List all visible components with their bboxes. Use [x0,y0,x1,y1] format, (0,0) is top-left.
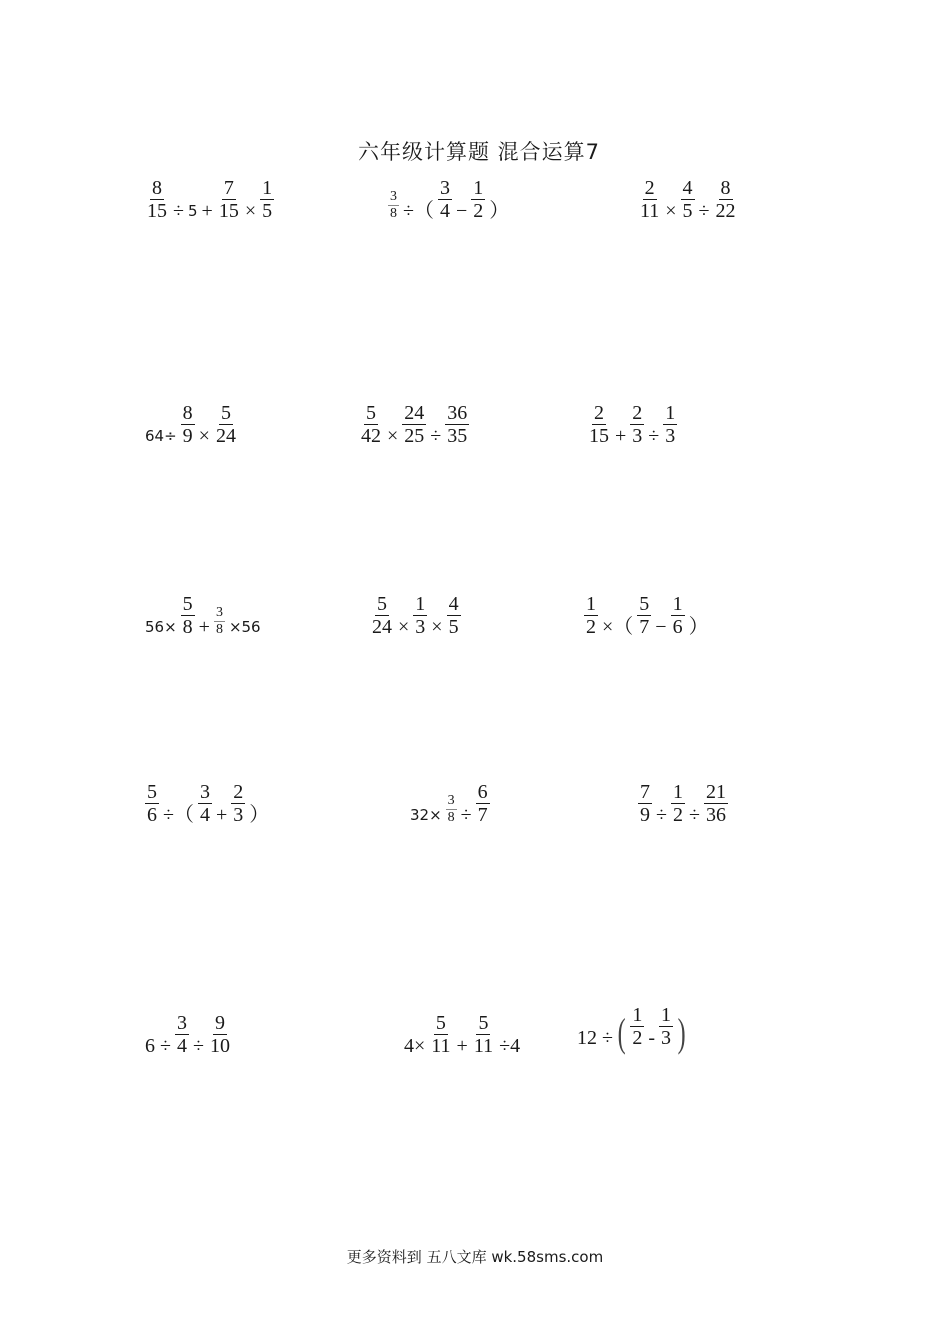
footer-text: 更多资料到 五八文库 wk.58sms.com [346,1248,604,1266]
fraction [446,793,457,826]
numerator: 1 [473,177,484,199]
denominator: 2 [672,804,683,826]
fraction [630,402,644,447]
fraction [681,177,695,222]
denominator: 9 [640,804,650,826]
numerator: 2 [594,402,604,424]
fraction [217,177,241,222]
fraction [214,605,225,638]
numerator: 8 [152,177,162,199]
numerator: 1 [586,593,596,615]
fraction [175,1012,189,1057]
numerator: 5 [220,402,231,424]
numerator: 8 [182,402,193,424]
fraction [638,781,652,826]
fraction [388,189,399,222]
denominator: 15 [218,200,239,222]
operator: ÷ [648,425,660,447]
fraction [447,593,461,638]
number: 56× [145,618,177,636]
denominator: 6 [672,616,683,638]
fraction [208,1012,232,1057]
fraction [704,781,728,826]
numerator: 7 [223,177,234,199]
operator: ÷ [698,200,710,222]
problem-14 [402,1012,522,1057]
denominator: 5 [448,616,459,638]
denominator: 36 [705,804,726,826]
fraction [181,593,195,638]
fraction [181,402,195,447]
denominator: 2 [473,200,484,222]
denominator: 3 [632,425,643,447]
denominator: 5 [682,200,693,222]
problem-10 [143,781,271,826]
operator: - [648,1027,655,1049]
numerator: 3 [215,605,223,620]
numerator: 1 [672,781,683,803]
numerator: 5 [147,781,157,803]
fraction [145,177,169,222]
page-title: 六年级计算题 混合运算7 [357,140,601,164]
numerator: 24 [404,402,425,424]
operator: × [387,425,399,447]
operator: + [201,200,213,222]
fraction [359,402,383,447]
operator: ÷（ [403,200,434,222]
operator: + [615,425,627,447]
fraction [471,177,485,222]
fraction [445,402,469,447]
fraction [587,402,611,447]
problem-8 [368,593,463,638]
problem-4 [143,402,240,447]
operator: ÷ [656,804,667,826]
left-paren: ( [617,1010,626,1055]
denominator: 25 [404,425,425,447]
fraction [671,781,685,826]
denominator: 24 [215,425,236,447]
numerator: 5 [478,1012,489,1034]
denominator: 7 [639,616,650,638]
numerator: 3 [199,781,210,803]
problem-15 [575,1004,688,1055]
operator: ） [249,804,270,826]
fraction [370,593,394,638]
numerator: 2 [644,177,655,199]
numerator: 9 [214,1012,225,1034]
denominator: 8 [182,616,193,638]
fraction [438,177,452,222]
denominator: 3 [665,425,676,447]
denominator: 3 [233,804,244,826]
denominator: 8 [215,622,223,637]
numerator: 2 [233,781,244,803]
denominator: 4 [439,200,450,222]
numerator: 1 [660,1004,671,1026]
operator: − [655,616,667,638]
denominator: 42 [361,425,381,447]
problem-3 [636,177,740,222]
denominator: 4 [176,1035,187,1057]
operator: + [456,1035,468,1057]
fraction [214,402,238,447]
operator: 6 ÷ [145,1035,171,1057]
denominator: 15 [589,425,609,447]
fraction [663,402,677,447]
fraction [198,781,212,826]
problem-7 [143,593,263,638]
problem-1 [143,177,276,222]
problem-2 [386,177,511,222]
denominator: 15 [147,200,167,222]
operator: ） [489,200,510,222]
operator: × [431,616,443,638]
numerator: 1 [262,177,273,199]
denominator: 3 [660,1027,671,1049]
operator: ÷ [192,1035,204,1057]
fraction [402,402,426,447]
operator: + [198,616,210,638]
numerator: 6 [477,781,488,803]
operator: ÷（ [163,804,194,826]
operator: × [198,425,210,447]
operator: + [215,804,228,826]
denominator: 11 [431,1035,451,1057]
fraction [476,781,490,826]
numerator: 3 [176,1012,187,1034]
denominator: 2 [632,1027,643,1049]
numerator: 2 [632,402,643,424]
operator: − [455,200,468,222]
denominator: 4 [199,804,210,826]
fraction [429,1012,452,1057]
denominator: 22 [715,200,736,222]
fraction [472,1012,495,1057]
denominator: 5 [262,200,273,222]
numerator: 4 [682,177,693,199]
numerator: 5 [435,1012,446,1034]
operator: × [398,616,410,638]
operator: × [665,200,677,222]
numerator: 8 [720,177,731,199]
fraction [630,1004,644,1049]
operator: ÷4 [499,1035,521,1057]
numerator: 1 [415,593,426,615]
numerator: 5 [377,593,387,615]
operator: × [244,200,257,222]
numerator: 21 [705,781,726,803]
numerator: 36 [447,402,468,424]
fraction [584,593,598,638]
numerator: 3 [390,189,397,204]
problem-11 [408,781,492,826]
problem-12 [636,781,730,826]
denominator: 11 [640,200,660,222]
fraction [714,177,738,222]
numerator: 1 [665,402,676,424]
denominator: 3 [415,616,426,638]
denominator: 2 [586,616,596,638]
denominator: 35 [447,425,468,447]
operator: ×（ [602,616,634,638]
number: ×56 [228,618,261,636]
operator: ÷ [173,200,184,222]
operator: 4× [404,1035,426,1057]
numerator: 5 [182,593,193,615]
operator: ） [688,616,709,638]
operator: ÷ [688,804,700,826]
problem-9 [582,593,711,638]
numerator: 4 [448,593,459,615]
fraction [231,781,245,826]
denominator: 7 [477,804,488,826]
denominator: 10 [209,1035,230,1057]
number: 5 [187,202,198,220]
denominator: 9 [182,425,193,447]
fraction [659,1004,673,1049]
number: 32× [410,806,442,824]
numerator: 7 [640,781,650,803]
fraction [637,593,651,638]
numerator: 1 [632,1004,643,1026]
operator: 12 ÷ [577,1027,613,1049]
fraction [638,177,661,222]
numerator: 3 [439,177,450,199]
number: 64÷ [145,427,177,445]
numerator: 5 [366,402,376,424]
fraction [260,177,274,222]
fraction [671,593,685,638]
denominator: 6 [147,804,157,826]
problem-5 [357,402,471,447]
numerator: 3 [447,793,455,808]
operator: ÷ [430,425,442,447]
right-paren: ) [677,1010,686,1055]
denominator: 24 [372,616,392,638]
numerator: 1 [672,593,683,615]
fraction [145,781,159,826]
operator: ÷ [460,804,472,826]
fraction [413,593,427,638]
numerator: 5 [639,593,650,615]
denominator: 8 [447,810,455,825]
denominator: 8 [390,206,397,221]
denominator: 11 [473,1035,494,1057]
problem-6 [585,402,679,447]
problem-13 [143,1012,234,1057]
